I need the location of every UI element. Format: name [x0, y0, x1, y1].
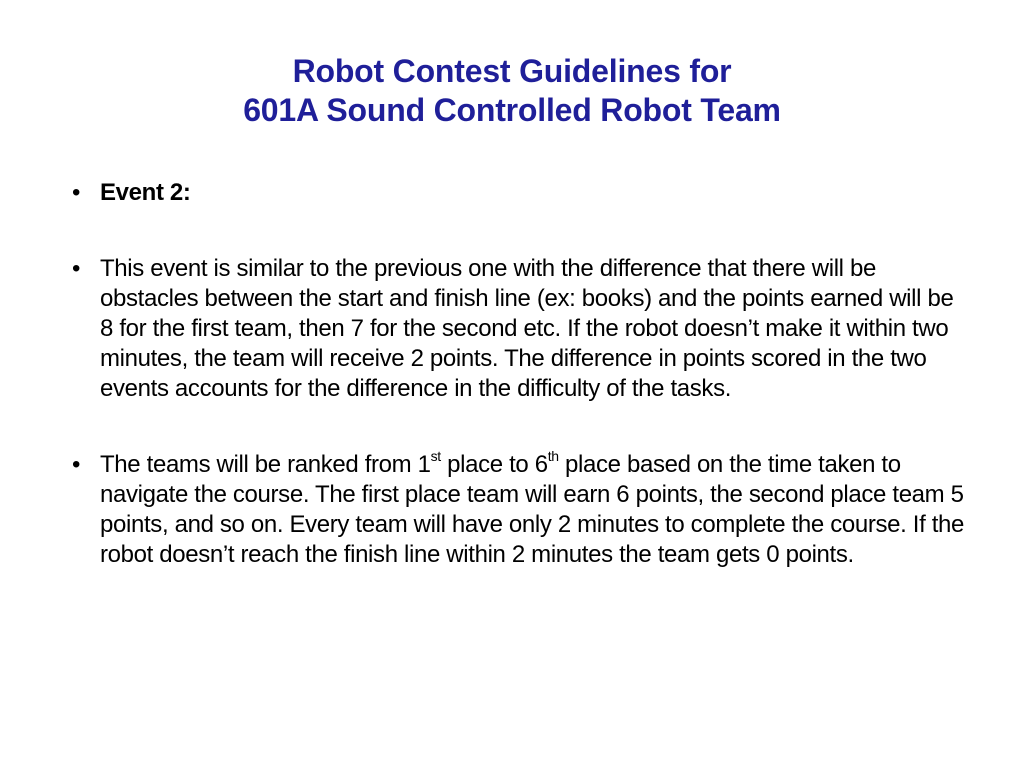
paragraph-2-part-2: place to 6 [440, 451, 548, 478]
event-label: Event 2: [100, 179, 191, 206]
superscript-th: th [547, 448, 559, 464]
title-line-2: 601A Sound Controlled Robot Team [243, 92, 781, 128]
slide-title [60, 52, 964, 130]
bullet-paragraph-2 [70, 450, 970, 570]
bullet-paragraph-1 [70, 254, 970, 404]
bullet-list [70, 178, 970, 570]
paragraph-2-part-1: The teams will be ranked from 1 [100, 451, 431, 478]
bullet-marker: • [72, 179, 81, 206]
title-line-1: Robot Contest Guidelines for [292, 53, 732, 89]
paragraph-2-part-3: place based on the time taken to navigate the course. The first place team will earn 6 points, the second place team 5 points, and so on. Every team will have only 2 minutes to complete the course. If the robot doesn’t reach the finish line within 2 minutes the team gets 0 points. [100, 451, 965, 568]
bullet-marker: • [72, 451, 81, 478]
bullet-event-label [70, 178, 970, 208]
bullet-marker: • [72, 255, 81, 282]
superscript-st: st [430, 448, 441, 464]
paragraph-1-text: This event is similar to the previous one with the difference that there will be obstacles between the start and finish line (ex: books) and the points earned will be 8 for the first team, then 7 for the second etc. If the robot doesn’t make it within two minutes, the team will receive 2 points. The difference in points scored in the two events accounts for the difference in the difficulty of the tasks. [100, 255, 954, 402]
